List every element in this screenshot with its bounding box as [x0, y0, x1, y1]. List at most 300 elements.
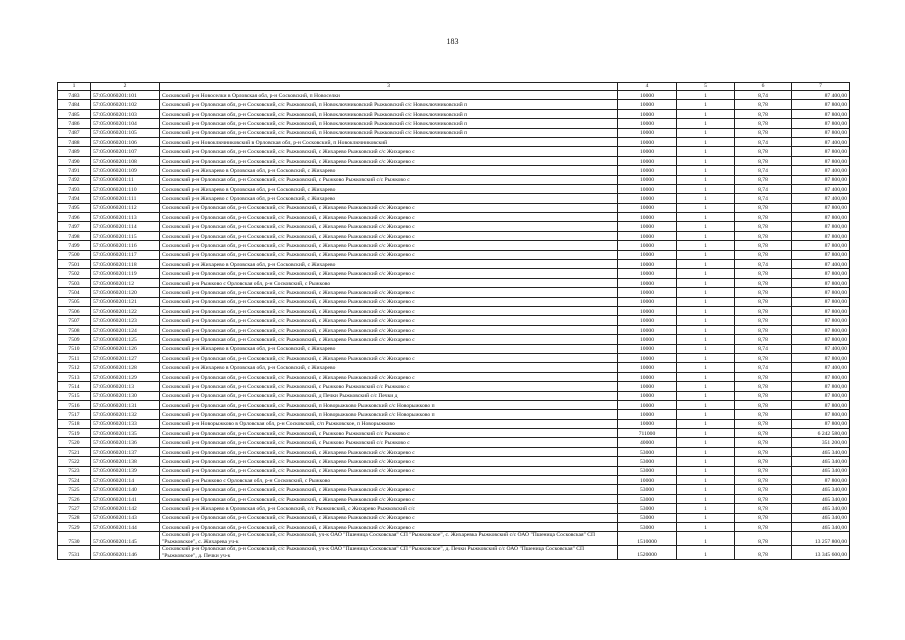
- location-description: Сосковский р-н Орловская обл, р-н Сосковский, с/с Рыжковский, с Жихарево Рыжковский с/с Жихарево с: [160, 335, 618, 344]
- row-number: 7512: [58, 363, 91, 372]
- table-row: [58, 419, 850, 428]
- table-row: [58, 109, 850, 118]
- area-value: 10000: [618, 222, 677, 231]
- count-value: 1: [677, 250, 735, 259]
- location-description: Сосковский р-н Жихарево в Орловская обл, р-н Сосковский, с Жихарево: [160, 344, 618, 353]
- cadastral-value: 6 242 580,00: [792, 429, 850, 438]
- count-value: 1: [677, 137, 735, 146]
- rate-value: 8,78: [735, 476, 792, 485]
- cadastral-number: 57:05:0060201:146: [91, 546, 160, 560]
- cadastral-value: 87 800,00: [792, 119, 850, 128]
- cadastral-number: 57:05:0060201:108: [91, 156, 160, 165]
- rate-value: 8,78: [735, 278, 792, 287]
- table-row: [58, 128, 850, 137]
- rate-value: 8,78: [735, 213, 792, 222]
- table-row: [58, 166, 850, 175]
- table-row: [58, 466, 850, 475]
- count-value: 1: [677, 128, 735, 137]
- rate-value: 8,78: [735, 353, 792, 362]
- count-value: 1: [677, 485, 735, 494]
- count-value: 1: [677, 147, 735, 156]
- area-value: 10000: [618, 288, 677, 297]
- cadastral-value: 87 400,00: [792, 166, 850, 175]
- cadastral-number: 57:05:0060201:141: [91, 494, 160, 503]
- table-row: [58, 546, 850, 560]
- cadastral-number: 57:05:0060201:106: [91, 137, 160, 146]
- area-value: 10000: [618, 269, 677, 278]
- table-row: [58, 457, 850, 466]
- cadastral-value: 465 340,00: [792, 494, 850, 503]
- cadastral-number: 57:05:0060201:138: [91, 457, 160, 466]
- count-value: 1: [677, 546, 735, 560]
- column-header: 7: [792, 83, 850, 91]
- location-description: Сосковский р-н Орловская обл, р-н Сосковский, с/с Рыжковский, с Жихарево Рыжковский с/с Жихарево с: [160, 156, 618, 165]
- row-number: 7525: [58, 485, 91, 494]
- table-row: [58, 382, 850, 391]
- cadastral-number: 57:05:0060201:137: [91, 447, 160, 456]
- cadastral-value: 87 800,00: [792, 269, 850, 278]
- area-value: 53000: [618, 513, 677, 522]
- cadastral-number: 57:05:0060201:112: [91, 203, 160, 212]
- cadastral-value: 351 200,00: [792, 438, 850, 447]
- cadastral-value: 87 800,00: [792, 476, 850, 485]
- count-value: 1: [677, 335, 735, 344]
- rate-value: 8,74: [735, 363, 792, 372]
- location-description: Сосковский р-н Орловская обл, р-н Сосковский, с/с Рыжковский, с Жихарево Рыжковский с/с Жихарево с: [160, 353, 618, 362]
- table-row: [58, 504, 850, 513]
- cadastral-value: 87 800,00: [792, 128, 850, 137]
- area-value: 711000: [618, 429, 677, 438]
- table-row: [58, 438, 850, 447]
- location-description: Сосковский р-н Орловская обл, р-н Сосковский, с/с Рыжковский, с Жихарево Рыжковский с/с Жихарево с: [160, 447, 618, 456]
- rate-value: 8,74: [735, 260, 792, 269]
- table-row: [58, 269, 850, 278]
- area-value: 10000: [618, 391, 677, 400]
- cadastral-value: 87 800,00: [792, 156, 850, 165]
- area-value: 10000: [618, 250, 677, 259]
- cadastral-number: 57:05:0060201:104: [91, 119, 160, 128]
- area-value: 10000: [618, 147, 677, 156]
- cadastral-number: 57:05:0060201:121: [91, 297, 160, 306]
- count-value: 1: [677, 494, 735, 503]
- row-number: 7490: [58, 156, 91, 165]
- cadastral-number: 57:05:0060201:14: [91, 476, 160, 485]
- table-row: [58, 494, 850, 503]
- count-value: 1: [677, 429, 735, 438]
- column-header: 3: [160, 83, 618, 91]
- area-value: 10000: [618, 400, 677, 409]
- count-value: 1: [677, 419, 735, 428]
- row-number: 7486: [58, 119, 91, 128]
- table-row: [58, 260, 850, 269]
- rate-value: 8,78: [735, 410, 792, 419]
- row-number: 7505: [58, 297, 91, 306]
- location-description: Сосковский р-н Орловская обл, р-н Сосковский, с/с Рыжковский, с Жихарево Рыжковский с/с Жихарево с: [160, 213, 618, 222]
- cadastral-value: 87 400,00: [792, 184, 850, 193]
- cadastral-value: 465 340,00: [792, 457, 850, 466]
- location-description: Сосковский р-н Орловская обл, р-н Сосковский, с/с Рыжковский, с Жихарево Рыжковский с/с Жихарево с: [160, 147, 618, 156]
- count-value: 1: [677, 119, 735, 128]
- count-value: 1: [677, 382, 735, 391]
- row-number: 7520: [58, 438, 91, 447]
- table-row: [58, 410, 850, 419]
- count-value: 1: [677, 288, 735, 297]
- cadastral-number: 57:05:0060201:133: [91, 419, 160, 428]
- cadastral-value: 87 400,00: [792, 91, 850, 100]
- cadastral-number: 57:05:0060201:124: [91, 325, 160, 334]
- rate-value: 8,78: [735, 494, 792, 503]
- count-value: 1: [677, 513, 735, 522]
- rate-value: 8,78: [735, 297, 792, 306]
- area-value: 10000: [618, 419, 677, 428]
- rate-value: 8,78: [735, 231, 792, 240]
- count-value: 1: [677, 466, 735, 475]
- count-value: 1: [677, 109, 735, 118]
- area-value: 53000: [618, 457, 677, 466]
- row-number: 7522: [58, 457, 91, 466]
- table-row: [58, 325, 850, 334]
- area-value: 10000: [618, 382, 677, 391]
- cadastral-number: 57:05:0060201:122: [91, 306, 160, 315]
- table-row: [58, 297, 850, 306]
- area-value: 10000: [618, 91, 677, 100]
- location-description-text: Сосковский р-н Орловская обл, р-н Сосковский, с/с Рыжковский, уч-к ОАО "Пшеница Сосковская" СП "Рыжковское", с. Жихаревка Рыжковский с/с ОАО "Пшеница Сосковская" СП "Рыжковское", с. Жихарева уч-к: [162, 532, 596, 545]
- row-number: 7528: [58, 513, 91, 522]
- cadastral-number: 57:05:0060201:143: [91, 513, 160, 522]
- row-number: 7495: [58, 203, 91, 212]
- table-row: [58, 532, 850, 546]
- table-row: [58, 91, 850, 100]
- count-value: 1: [677, 213, 735, 222]
- cadastral-number: 57:05:0060201:129: [91, 372, 160, 381]
- location-description: Сосковский р-н Жихарево в Орловская обл, р-н Сосковский, с Жихарево: [160, 363, 618, 372]
- count-value: 1: [677, 278, 735, 287]
- table-row: [58, 391, 850, 400]
- rate-value: 8,78: [735, 250, 792, 259]
- area-value: 53000: [618, 447, 677, 456]
- location-description: Сосковский р-н Орловская обл, р-н Сосковский, с/с Рыжковский, с Жихарево Рыжковский с/с Жихарево с: [160, 325, 618, 334]
- count-value: 1: [677, 504, 735, 513]
- location-description: Сосковский р-н Орловская обл, р-н Сосковский, с/с Рыжковский, с Жихарево Рыжковский с/с Жихарево с: [160, 485, 618, 494]
- location-description: Сосковский р-н Орловская обл, р-н Сосковский, с/с Рыжковский, с Жихарево Рыжковский с/с Жихарево с: [160, 297, 618, 306]
- row-number: 7491: [58, 166, 91, 175]
- row-number: 7515: [58, 391, 91, 400]
- table-row: [58, 184, 850, 193]
- location-description: Сосковский р-н Орловская обл, р-н Сосковский, с/с Рыжковский, с Жихарево Рыжковский с/с Жихарево с: [160, 241, 618, 250]
- area-value: 10000: [618, 213, 677, 222]
- location-description: Сосковский р-н Орловская обл, р-н Сосковский, с/с Рыжковский, с Жихарево Рыжковский с/с Жихарево с: [160, 316, 618, 325]
- area-value: 53000: [618, 504, 677, 513]
- count-value: 1: [677, 457, 735, 466]
- area-value: 10000: [618, 316, 677, 325]
- count-value: 1: [677, 476, 735, 485]
- area-value: 10000: [618, 297, 677, 306]
- area-value: 1520000: [618, 546, 677, 560]
- row-number: 7530: [58, 532, 91, 546]
- cadastral-value: 465 340,00: [792, 522, 850, 531]
- location-description: Сосковский р-н Орловская обл, р-н Сосковский, с/с Рыжковский, с Жихарево Рыжковский с/с Жихарево с: [160, 457, 618, 466]
- count-value: 1: [677, 400, 735, 409]
- column-header: 6: [735, 83, 792, 91]
- location-description: Сосковский р-н Орловская обл, р-н Сосковский, с/с Рыжковский, с Жихарево Рыжковский с/с Жихарево с: [160, 250, 618, 259]
- cadastral-number: 57:05:0060201:113: [91, 213, 160, 222]
- table-row: [58, 241, 850, 250]
- cadastral-number: 57:05:0060201:105: [91, 128, 160, 137]
- cadastral-number: 57:05:0060201:140: [91, 485, 160, 494]
- cadastral-number: 57:05:0060201:120: [91, 288, 160, 297]
- location-description: Сосковский р-н Орловская обл, р-н Сосковский, с/с Рыжковский, с Жихарево Рыжковский с/с Жихарево с: [160, 466, 618, 475]
- rate-value: 8,74: [735, 91, 792, 100]
- cadastral-value: 87 800,00: [792, 400, 850, 409]
- count-value: 1: [677, 372, 735, 381]
- cadastral-number: 57:05:0060201:123: [91, 316, 160, 325]
- location-description: Сосковский р-н Орловская обл, р-н Сосковский, с/с Рыжковский, с Жихарево Рыжковский с/с Жихарево с: [160, 306, 618, 315]
- cadastral-value: 87 400,00: [792, 137, 850, 146]
- area-value: 53000: [618, 522, 677, 531]
- location-description: Сосковский р-н Орловская обл, р-н Сосковский, с/с Рыжковский, с Жихарево Рыжковский с/с Жихарево с: [160, 494, 618, 503]
- count-value: 1: [677, 269, 735, 278]
- table-row: [58, 288, 850, 297]
- location-description: Сосковский р-н Орловская обл, р-н Сосковский, с/с Рыжковский, д Печки Рыжковский с/с Печки д: [160, 391, 618, 400]
- table-row: [58, 194, 850, 203]
- cadastral-number: 57:05:0060201:107: [91, 147, 160, 156]
- table-row: [58, 316, 850, 325]
- row-number: 7489: [58, 147, 91, 156]
- area-value: 10000: [618, 353, 677, 362]
- rate-value: 8,78: [735, 175, 792, 184]
- location-description-text: Сосковский р-н Орловская обл, р-н Сосковский, с/с Рыжковский, уч-к ОАО "Пшеница Сосковская" СП "Рыжковское", д. Печки Рыжковский с/с ОАО "Пшеница Сосковская" СП "Рыжковское", д. Печки уч-к: [162, 546, 585, 559]
- location-description: Сосковский р-н Орловская обл, р-н Сосковский, с/с Рыжковский, п Новоключниковский Рыжковский с/с Новоключниковский п: [160, 100, 618, 109]
- count-value: 1: [677, 353, 735, 362]
- row-number: 7503: [58, 278, 91, 287]
- count-value: 1: [677, 194, 735, 203]
- count-value: 1: [677, 438, 735, 447]
- table-row: [58, 250, 850, 259]
- cadastral-number: 57:05:0060201:131: [91, 400, 160, 409]
- count-value: 1: [677, 391, 735, 400]
- rate-value: 8,78: [735, 109, 792, 118]
- rate-value: 8,78: [735, 522, 792, 531]
- area-value: 53000: [618, 466, 677, 475]
- rate-value: 8,78: [735, 391, 792, 400]
- cadastral-value: 87 800,00: [792, 372, 850, 381]
- row-number: 7517: [58, 410, 91, 419]
- table-row: [58, 363, 850, 372]
- count-value: 1: [677, 363, 735, 372]
- rate-value: 8,78: [735, 466, 792, 475]
- cadastral-number: 57:05:0060201:128: [91, 363, 160, 372]
- area-value: 10000: [618, 372, 677, 381]
- count-value: 1: [677, 316, 735, 325]
- table-row: [58, 175, 850, 184]
- location-description: Сосковский р-н Орловская обл, р-н Сосковский, с/с Рыжковский, п Новоключниковский Рыжковский с/с Новоключниковский п: [160, 119, 618, 128]
- area-value: 10000: [618, 325, 677, 334]
- rate-value: 8,78: [735, 128, 792, 137]
- row-number: 7509: [58, 335, 91, 344]
- area-value: 53000: [618, 485, 677, 494]
- rate-value: 8,74: [735, 166, 792, 175]
- rate-value: 8,78: [735, 203, 792, 212]
- location-description: Сосковский р-н Орловская обл, р-н Сосковский, с/с Рыжковский, с Рыжково Рыжковский с/с Рыжково с: [160, 382, 618, 391]
- count-value: 1: [677, 447, 735, 456]
- location-description: Сосковский р-н Орловская обл, р-н Сосковский, с/с Рыжковский, с Жихарево Рыжковский с/с Жихарево с: [160, 203, 618, 212]
- area-value: 10000: [618, 119, 677, 128]
- column-header: 2: [91, 83, 160, 91]
- rate-value: 8,78: [735, 504, 792, 513]
- cadastral-number: 57:05:0060201:127: [91, 353, 160, 362]
- location-description: Сосковский р-н Орловская обл, р-н Сосковский, с/с Рыжковский, п Новорыжково Рыжковский с/с Новорыжково п: [160, 410, 618, 419]
- cadastral-value: 87 800,00: [792, 353, 850, 362]
- area-value: 10000: [618, 128, 677, 137]
- count-value: 1: [677, 231, 735, 240]
- cadastral-number: 57:05:0060201:103: [91, 109, 160, 118]
- area-value: 10000: [618, 100, 677, 109]
- rate-value: 8,78: [735, 288, 792, 297]
- cadastral-value: 87 800,00: [792, 316, 850, 325]
- cadastral-number: 57:05:0060201:130: [91, 391, 160, 400]
- rate-value: 8,78: [735, 325, 792, 334]
- rate-value: 8,78: [735, 222, 792, 231]
- location-description: Сосковский р-н Орловская обл, р-н Сосковский, с/с Рыжковский, с Жихарево Рыжковский с/с Жихарево с: [160, 231, 618, 240]
- land-register-table: [57, 82, 850, 560]
- rate-value: 8,78: [735, 457, 792, 466]
- area-value: 10000: [618, 476, 677, 485]
- area-value: 10000: [618, 363, 677, 372]
- column-header: 1: [58, 83, 91, 91]
- cadastral-value: 87 800,00: [792, 410, 850, 419]
- count-value: 1: [677, 306, 735, 315]
- cadastral-value: 87 800,00: [792, 231, 850, 240]
- row-number: 7526: [58, 494, 91, 503]
- row-number: 7498: [58, 231, 91, 240]
- location-description: Сосковский р-н Орловская обл, р-н Сосковский, с/с Рыжковский, с Жихарево Рыжковский с/с Жихарево с: [160, 288, 618, 297]
- cadastral-value: 87 400,00: [792, 363, 850, 372]
- cadastral-value: 465 340,00: [792, 466, 850, 475]
- row-number: 7510: [58, 344, 91, 353]
- cadastral-value: 87 800,00: [792, 382, 850, 391]
- location-description: Сосковский р-н Новоключниковский в Орловская обл, р-н Сосковский, п Новоключниковский: [160, 137, 618, 146]
- count-value: 1: [677, 241, 735, 250]
- location-description: Сосковский р-н Рыжково с Орловская обл, р-н Сосковский, с Рыжково: [160, 278, 618, 287]
- cadastral-number: 57:05:0060201:142: [91, 504, 160, 513]
- cadastral-value: 87 800,00: [792, 306, 850, 315]
- table-row: [58, 335, 850, 344]
- cadastral-value: 87 800,00: [792, 288, 850, 297]
- rate-value: 8,78: [735, 532, 792, 546]
- area-value: 10000: [618, 203, 677, 212]
- area-value: 10000: [618, 278, 677, 287]
- count-value: 1: [677, 166, 735, 175]
- row-number: 7496: [58, 213, 91, 222]
- row-number: 7523: [58, 466, 91, 475]
- row-number: 7497: [58, 222, 91, 231]
- cadastral-value: 87 800,00: [792, 250, 850, 259]
- count-value: 1: [677, 156, 735, 165]
- cadastral-number: 57:05:0060201:13: [91, 382, 160, 391]
- count-value: 1: [677, 344, 735, 353]
- area-value: 10000: [618, 109, 677, 118]
- location-description: Сосковский р-н Орловская обл, р-н Сосковский, с/с Рыжковский, с Рыжково Рыжковский с/с Рыжково с: [160, 175, 618, 184]
- table-row: [58, 119, 850, 128]
- count-value: 1: [677, 532, 735, 546]
- area-value: 10000: [618, 175, 677, 184]
- page-number: 183: [446, 37, 459, 46]
- cadastral-number: 57:05:0060201:117: [91, 250, 160, 259]
- rate-value: 8,78: [735, 119, 792, 128]
- location-description: Сосковский р-н Жихарево в Орловская обл, р-н Сосковский, с Жихарево: [160, 166, 618, 175]
- count-value: 1: [677, 410, 735, 419]
- location-description: Сосковский р-н Орловская обл, р-н Сосковский, с/с Рыжковский, с Жихарево Рыжковский с/с Жихарево с: [160, 522, 618, 531]
- column-header: 5: [677, 83, 735, 91]
- row-number: 7527: [58, 504, 91, 513]
- table-row: [58, 372, 850, 381]
- cadastral-value: 87 800,00: [792, 391, 850, 400]
- cadastral-value: 13 345 600,00: [792, 546, 850, 560]
- cadastral-number: 57:05:0060201:118: [91, 260, 160, 269]
- table-row: [58, 278, 850, 287]
- cadastral-number: 57:05:0060201:115: [91, 231, 160, 240]
- table-row: [58, 231, 850, 240]
- rate-value: 8,78: [735, 316, 792, 325]
- rate-value: 8,74: [735, 184, 792, 193]
- location-description: Сосковский р-н Орловская обл, р-н Сосковский, с/с Рыжковский, с Рыжково Рыжковский с/с Рыжково с: [160, 438, 618, 447]
- row-number: 7513: [58, 372, 91, 381]
- location-description: Сосковский р-н Орловская обл, р-н Сосковский, с/с Рыжковский, п Новорыжково Рыжковский с/с Новорыжково п: [160, 400, 618, 409]
- area-value: 53000: [618, 494, 677, 503]
- area-value: 10000: [618, 231, 677, 240]
- location-description: Сосковский р-н Орловская обл, р-н Сосковский, с/с Рыжковский, с Рыжково Рыжковский с/с Рыжково с: [160, 429, 618, 438]
- cadastral-number: 57:05:0060201:102: [91, 100, 160, 109]
- count-value: 1: [677, 522, 735, 531]
- row-number: 7485: [58, 109, 91, 118]
- location-description: Сосковский р-н Новорыжково в Орловская обл, р-н Сосковский, с/п Рыжковское, п Новорыжково: [160, 419, 618, 428]
- cadastral-value: 87 800,00: [792, 109, 850, 118]
- area-value: 10000: [618, 184, 677, 193]
- cadastral-number: 57:05:0060201:116: [91, 241, 160, 250]
- row-number: 7502: [58, 269, 91, 278]
- area-value: 10000: [618, 260, 677, 269]
- cadastral-number: 57:05:0060201:136: [91, 438, 160, 447]
- table-row: [58, 513, 850, 522]
- table-row: [58, 400, 850, 409]
- rate-value: 8,78: [735, 147, 792, 156]
- count-value: 1: [677, 297, 735, 306]
- cadastral-value: 87 800,00: [792, 100, 850, 109]
- rate-value: 8,78: [735, 419, 792, 428]
- cadastral-value: 87 400,00: [792, 194, 850, 203]
- rate-value: 8,78: [735, 513, 792, 522]
- location-description: Сосковский р-н Орловская обл, р-н Сосковский, с/с Рыжковский, п Новоключниковский Рыжковский с/с Новоключниковский п: [160, 128, 618, 137]
- row-number: 7483: [58, 91, 91, 100]
- location-description: Сосковский р-н Орловская обл, р-н Сосковский, с/с Рыжковский, с Жихарево Рыжковский с/с Жихарево с: [160, 269, 618, 278]
- cadastral-value: 87 800,00: [792, 175, 850, 184]
- cadastral-number: 57:05:0060201:144: [91, 522, 160, 531]
- cadastral-value: 87 800,00: [792, 203, 850, 212]
- location-description: Сосковский р-н Орловская обл, р-н Сосковский, с/с Рыжковский, с Жихарево Рыжковский с/с Жихарево с: [160, 222, 618, 231]
- area-value: 10000: [618, 137, 677, 146]
- row-number: 7521: [58, 447, 91, 456]
- cadastral-number: 57:05:0060201:11: [91, 175, 160, 184]
- row-number: 7514: [58, 382, 91, 391]
- area-value: 40000: [618, 438, 677, 447]
- row-number: 7508: [58, 325, 91, 334]
- location-description: Сосковский р-н Орловская обл, р-н Сосковский, с/с Рыжковский, с Жихарево Рыжковский с/с Жихарево с: [160, 372, 618, 381]
- row-number: 7516: [58, 400, 91, 409]
- rate-value: 8,74: [735, 137, 792, 146]
- cadastral-number: 57:05:0060201:111: [91, 194, 160, 203]
- row-number: 7501: [58, 260, 91, 269]
- row-number: 7493: [58, 184, 91, 193]
